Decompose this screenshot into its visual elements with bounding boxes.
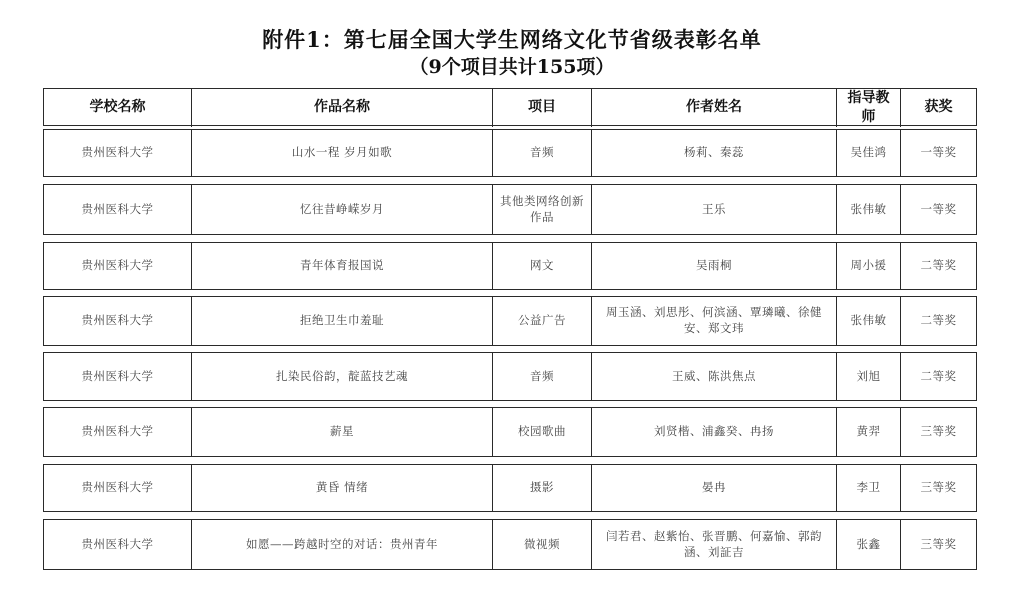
table-row xyxy=(43,352,977,401)
cell-school: 贵州医科大学 xyxy=(44,130,192,176)
cell-award: 二等奖 xyxy=(920,258,957,273)
cell-advisor: 李卫 xyxy=(837,465,901,511)
cell-school: 贵州医科大学 xyxy=(44,520,192,569)
cell-authors: 闫若君、赵紫怡、张晋鹏、何嘉愉、郭韵涵、刘証吉 xyxy=(592,520,837,569)
header-work: 作品名称 xyxy=(192,89,493,127)
cell-school: 贵州医科大学 xyxy=(44,353,192,400)
cell-work: 黄昏 情绪 xyxy=(192,465,493,511)
table-header xyxy=(43,88,977,126)
cell-work: 山水一程 岁月如歌 xyxy=(192,130,493,176)
cell-advisor: 周小援 xyxy=(837,243,901,289)
cell-category: 网文 xyxy=(493,243,592,289)
cell-award: 三等奖 xyxy=(920,536,957,551)
cell-category: 音频 xyxy=(493,130,592,176)
cell-work: 青年体育报国说 xyxy=(192,243,493,289)
cell-advisor: 刘旭 xyxy=(837,353,901,400)
cell-authors: 晏冉 xyxy=(592,465,837,511)
table-row xyxy=(43,242,977,290)
cell-advisor: 张鑫 xyxy=(837,520,901,569)
cell-authors: 周玉涵、刘思彤、何滨涵、覃璘曦、徐健安、郑文玮 xyxy=(592,297,837,345)
header-school: 学校名称 xyxy=(44,89,192,127)
cell-work: 薪星 xyxy=(192,408,493,456)
cell-authors: 王乐 xyxy=(592,185,837,234)
cell-authors: 刘贤楷、浦鑫癸、冉扬 xyxy=(592,408,837,456)
cell-category: 音频 xyxy=(493,353,592,400)
cell-authors: 王威、陈洪焦点 xyxy=(592,353,837,400)
table-row xyxy=(43,296,977,346)
cell-school: 贵州医科大学 xyxy=(44,408,192,456)
cell-advisor: 张伟敏 xyxy=(837,297,901,345)
header-award: 获奖 xyxy=(924,99,953,116)
table-row xyxy=(43,129,977,177)
cell-award: 一等奖 xyxy=(920,201,957,216)
cell-school: 贵州医科大学 xyxy=(44,243,192,289)
header-authors: 作者姓名 xyxy=(592,89,837,127)
cell-advisor: 黄羿 xyxy=(837,408,901,456)
header-advisor: 指导教师 xyxy=(837,89,901,127)
cell-category: 校园歌曲 xyxy=(493,408,592,456)
cell-category: 微视频 xyxy=(493,520,592,569)
cell-advisor: 张伟敏 xyxy=(837,185,901,234)
cell-work: 拒绝卫生巾羞耻 xyxy=(192,297,493,345)
cell-work: 忆往昔峥嵘岁月 xyxy=(192,185,493,234)
cell-category: 摄影 xyxy=(493,465,592,511)
cell-advisor: 吴佳鸿 xyxy=(837,130,901,176)
cell-category: 其他类网络创新作品 xyxy=(493,185,592,234)
cell-award: 二等奖 xyxy=(920,368,957,383)
table-row xyxy=(43,407,977,457)
cell-authors: 吴雨桐 xyxy=(592,243,837,289)
cell-work: 如愿——跨越时空的对话：贵州青年 xyxy=(192,520,493,569)
cell-work: 扎染民俗韵，靛蓝技艺魂 xyxy=(192,353,493,400)
cell-school: 贵州医科大学 xyxy=(44,185,192,234)
cell-award: 三等奖 xyxy=(920,480,957,495)
cell-school: 贵州医科大学 xyxy=(44,297,192,345)
cell-category: 公益广告 xyxy=(493,297,592,345)
header-category: 项目 xyxy=(493,89,592,127)
table-row xyxy=(43,184,977,235)
cell-school: 贵州医科大学 xyxy=(44,465,192,511)
cell-award: 一等奖 xyxy=(920,145,957,160)
cell-authors: 杨莉、秦蕊 xyxy=(592,130,837,176)
cell-award: 二等奖 xyxy=(920,313,957,328)
table-row xyxy=(43,464,977,512)
cell-award: 三等奖 xyxy=(920,424,957,439)
document-title: 附件1：第七届全国大学生网络文化节省级表彰名单 xyxy=(262,27,762,52)
document-subtitle: （9个项目共计155项） xyxy=(409,56,615,78)
table-row xyxy=(43,519,977,570)
